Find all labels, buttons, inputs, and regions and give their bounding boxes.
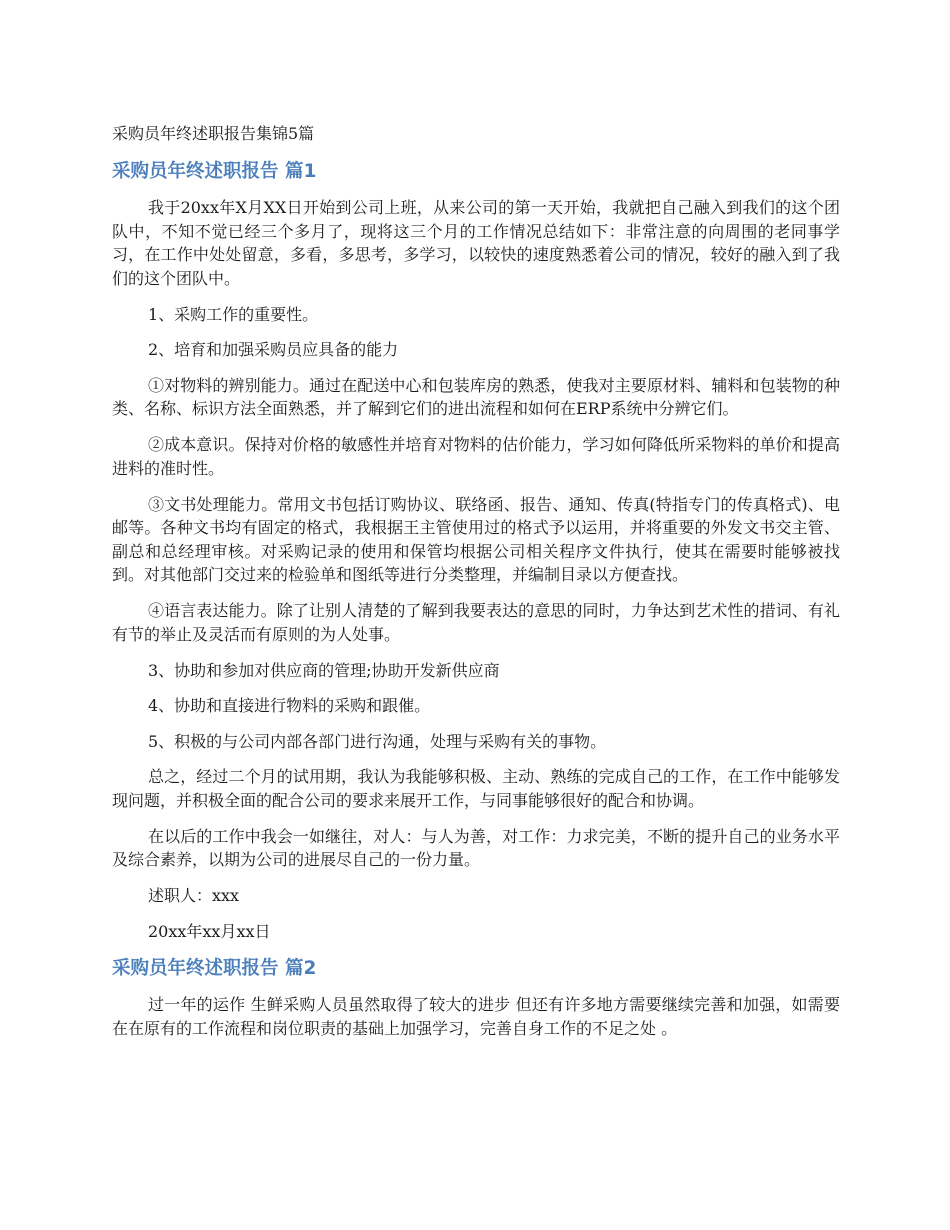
paragraph: 在以后的工作中我会一如继往，对人：与人为善，对工作：力求完美，不断的提升自己的业务水平及综合素养，以期为公司的进展尽自己的一份力量。: [112, 826, 840, 869]
section-heading-2: 采购员年终述职报告 篇2: [112, 958, 317, 979]
list-item: 4、协助和直接进行物料的采购和跟催。: [148, 696, 431, 715]
paragraph: 总之，经过二个月的试用期，我认为我能够积极、主动、熟练的完成自己的工作，在工作中能够发现问题，并积极全面的配合公司的要求来展开工作，与同事能够很好的配合和协调。: [112, 767, 840, 810]
signature-line: 述职人：xxx: [148, 886, 240, 905]
list-item: 2、培育和加强采购员应具备的能力: [148, 340, 399, 359]
paragraph: ②成本意识。保持对价格的敏感性并培育对物料的估价能力，学习如何降低所采物料的单价和提高进料的准时性。: [112, 435, 840, 478]
list-item: 1、采购工作的重要性。: [148, 304, 319, 324]
list-item: 3、协助和参加对供应商的管理;协助开发新供应商: [148, 660, 500, 680]
paragraph: ①对物料的辨别能力。通过在配送中心和包装库房的熟悉，使我对主要原材料、辅料和包装物的种类、名称、标识方法全面熟悉，并了解到它们的进出流程和如何在ERP系统中分辨它们。: [112, 375, 840, 418]
section-heading-1: 采购员年终述职报告 篇1: [112, 161, 317, 182]
document-title: 采购员年终述职报告集锦5篇: [112, 124, 315, 143]
paragraph: 过一年的运作 生鲜采购人员虽然取得了较大的进步 但还有许多地方需要继续完善和加强，如需要在在原有的工作流程和岗位职责的基础上加强学习，完善自身工作的不足之处 。: [112, 995, 840, 1038]
list-item: 5、积极的与公司内部各部门进行沟通，处理与采购有关的事物。: [148, 731, 607, 751]
paragraph: ③文书处理能力。常用文书包括订购协议、联络函、报告、通知、传真(特指专门的传真格式)、电邮等。各种文书均有固定的格式，我根据王主管使用过的格式予以运用，并将重要的外发文书交主管、副总和总经理审核。对采购记录的使用和保管均根据公司相关程序文件执行，使其在需要时能够被找到。对其他部门交过来的检验单和图纸等进行分类整理，并编制目录以方便查找。: [112, 494, 840, 584]
document-page: [112, 120, 840, 1053]
paragraph: ④语言表达能力。除了让别人清楚的了解到我要表达的意思的同时，力争达到艺术性的措词、有礼有节的举止及灵活而有原则的为人处事。: [112, 601, 840, 644]
date-line: 20xx年xx月xx日: [148, 921, 271, 941]
paragraph: 我于20xx年X月XX日开始到公司上班，从来公司的第一天开始，我就把自己融入到我们的这个团队中，不知不觉已经三个多月了，现将这三个月的工作情况总结如下：非常注意的向周围的老同事学习，在工作中处处留意，多看，多思考，多学习，以较快的速度熟悉着公司的情况，较好的融入到了我们的这个团队中。: [112, 198, 840, 288]
